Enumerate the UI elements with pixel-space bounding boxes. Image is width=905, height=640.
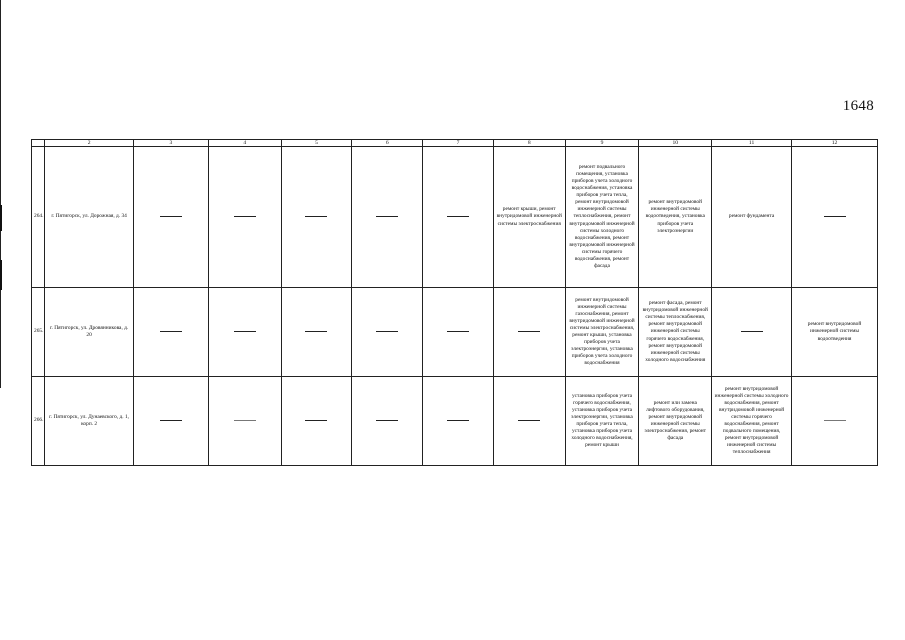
empty-cell xyxy=(352,147,423,288)
dash-mark xyxy=(305,331,327,332)
empty-cell xyxy=(134,288,209,377)
dash-mark xyxy=(305,216,327,217)
work-cell: ремонт фундамента xyxy=(712,147,792,288)
empty-cell xyxy=(281,377,352,466)
dash-mark xyxy=(447,420,469,421)
work-cell: ремонт внутридомовой инженерной системы газоснабжения, ремонт внутридомовой инженерной системы электроснабжения, ремонт крыши, установка приборов учета электроэнергии, установка приборов учета холодного водоснабжения xyxy=(565,288,639,377)
address-cell: г. Пятигорск, ул. Дровянникова, д. 20 xyxy=(45,288,134,377)
empty-cell xyxy=(792,147,878,288)
dash-mark xyxy=(305,420,327,421)
work-cell: ремонт внутридомовой инженерной системы холодного водоснабжения, ремонт внутридомовой инженерной системы горячего водоснабжения, ремонт подвального помещения, ремонт внутридомовой инженерной системы теплоснабжения xyxy=(712,377,792,466)
dash-mark xyxy=(824,420,846,421)
empty-cell xyxy=(208,288,281,377)
scan-edge-mark xyxy=(0,260,2,290)
column-header: 6 xyxy=(352,140,423,147)
dash-mark xyxy=(160,420,182,421)
table-row xyxy=(32,147,878,288)
dash-mark xyxy=(234,420,256,421)
dash-mark xyxy=(824,216,846,217)
scan-edge-line xyxy=(0,0,1,388)
column-header: 2 xyxy=(45,140,134,147)
dash-mark xyxy=(741,331,763,332)
dash-mark xyxy=(234,216,256,217)
column-header: 12 xyxy=(792,140,878,147)
empty-cell xyxy=(281,288,352,377)
repair-schedule-table xyxy=(31,139,878,466)
scan-edge-mark xyxy=(0,205,2,231)
work-cell: ремонт внутридомовой инженерной системы водоотведения xyxy=(792,288,878,377)
column-header: 11 xyxy=(712,140,792,147)
empty-cell xyxy=(712,288,792,377)
empty-cell xyxy=(134,377,209,466)
work-cell: ремонт фасада, ремонт внутридомовой инженерной системы теплоснабжения, ремонт внутридомовой инженерной системы горячего водоснабжения, ремонт внутридомовой инженерной системы холодного водоснабжения xyxy=(639,288,712,377)
work-cell: ремонт внутридомовой инженерной системы водоотведения, установка приборов учета электроэнергии xyxy=(639,147,712,288)
address-cell: г. Пятигорск, ул. Дунаевского, д. 1, корп. 2 xyxy=(45,377,134,466)
empty-cell xyxy=(423,288,494,377)
empty-cell xyxy=(493,288,565,377)
table-row xyxy=(32,377,878,466)
dash-mark xyxy=(376,216,398,217)
column-header: 4 xyxy=(208,140,281,147)
column-header: 10 xyxy=(639,140,712,147)
empty-cell xyxy=(208,377,281,466)
table-row xyxy=(32,288,878,377)
work-cell: ремонт или замена лифтового оборудования, ремонт внутридомовой инженерной системы электроснабжения, ремонт фасада xyxy=(639,377,712,466)
empty-cell xyxy=(423,377,494,466)
page-number: 1648 xyxy=(842,98,874,114)
dash-mark xyxy=(376,420,398,421)
dash-mark xyxy=(447,216,469,217)
dash-mark xyxy=(447,331,469,332)
empty-cell xyxy=(493,377,565,466)
empty-cell xyxy=(281,147,352,288)
empty-cell xyxy=(792,377,878,466)
dash-mark xyxy=(518,331,540,332)
empty-cell xyxy=(352,377,423,466)
empty-cell xyxy=(208,147,281,288)
empty-cell xyxy=(352,288,423,377)
address-cell: г. Пятигорск, ул. Дорожная, д. 34 xyxy=(45,147,134,288)
column-header: 8 xyxy=(493,140,565,147)
row-number: 266. xyxy=(32,377,45,466)
empty-cell xyxy=(423,147,494,288)
work-cell: установка приборов учета горячего водоснабжения, установка приборов учета электроэнергии, установка приборов учета тепла, установка приборов учета холодного водоснабжения, ремонт крыши xyxy=(565,377,639,466)
work-cell: ремонт крыши, ремонт внутридомовой инженерной системы электроснабжения xyxy=(493,147,565,288)
column-header: 7 xyxy=(423,140,494,147)
column-header: 9 xyxy=(565,140,639,147)
row-number: 265. xyxy=(32,288,45,377)
dash-mark xyxy=(376,331,398,332)
work-cell: ремонт подвального помещения, установка приборов учета холодного водоснабжения, установка приборов учета тепла, ремонт внутридомовой инженерной системы теплоснабжения, ремонт внутридомовой инженерной системы холодного водоснабжения, ремонт внутридомовой инженерной системы горячего водоснабжения, ремонт фасада xyxy=(565,147,639,288)
column-header: 5 xyxy=(281,140,352,147)
column-number-row xyxy=(32,140,878,147)
dash-mark xyxy=(518,420,540,421)
dash-mark xyxy=(234,331,256,332)
column-header xyxy=(32,140,45,147)
empty-cell xyxy=(134,147,209,288)
column-header: 3 xyxy=(134,140,209,147)
dash-mark xyxy=(160,216,182,217)
dash-mark xyxy=(160,331,182,332)
row-number: 264. xyxy=(32,147,45,288)
